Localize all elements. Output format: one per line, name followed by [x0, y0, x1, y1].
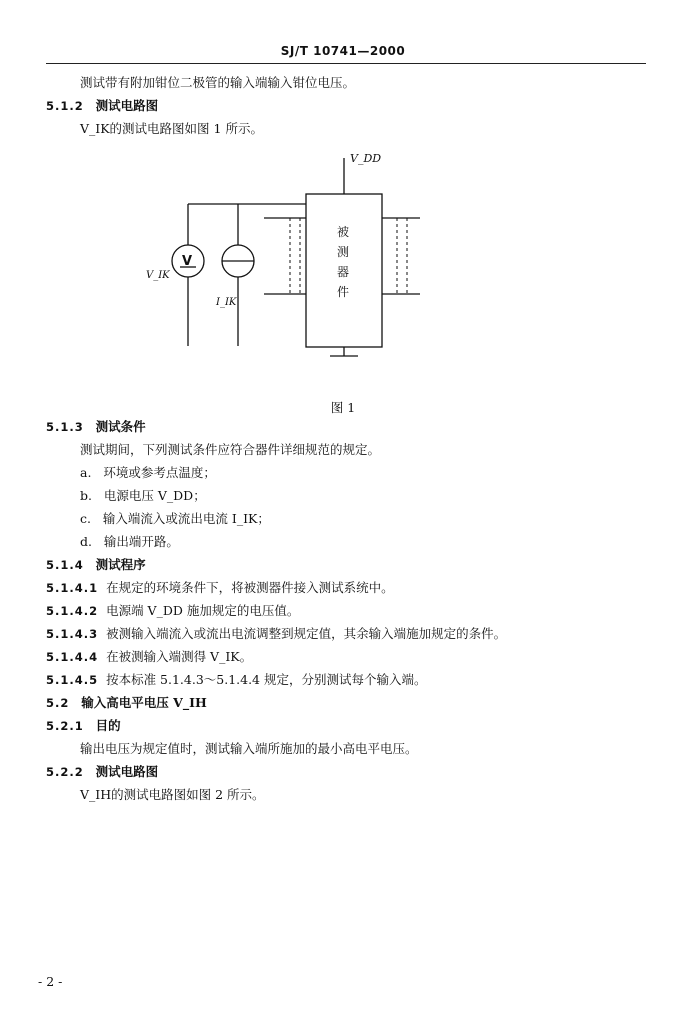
dut-char-2: 测	[337, 245, 350, 259]
item-text: 环境或参考点温度；	[103, 465, 216, 480]
section-title: 测试电路图	[95, 98, 159, 113]
step-number: 5.1.4.2	[46, 604, 99, 618]
procedure-step-3	[46, 625, 506, 643]
condition-item-b	[80, 487, 206, 505]
step-number: 5.1.4.5	[46, 673, 99, 687]
procedure-step-4	[46, 648, 252, 666]
section-title: 测试电路图	[95, 764, 159, 779]
item-mark: b.	[80, 488, 92, 503]
section-5-1-3-heading	[46, 418, 146, 436]
section-number: 5.2	[46, 696, 70, 710]
intro-line: 测试带有附加钳位二极管的输入端输入钳位电压。	[80, 75, 356, 90]
section-title: 目的	[95, 718, 121, 733]
dut-char-4: 件	[337, 285, 350, 299]
step-text: 按本标准 5.1.4.3～5.1.4.4 规定，分别测试每个输入端。	[106, 672, 427, 687]
section-title: 测试条件	[95, 419, 146, 434]
dut-char-3: 器	[337, 265, 350, 279]
procedure-step-1	[46, 579, 394, 597]
procedure-step-5	[46, 671, 427, 689]
figure-1-circuit	[0, 150, 686, 390]
condition-item-d	[80, 533, 179, 551]
step-number: 5.1.4.3	[46, 627, 99, 641]
section-5-1-2-heading	[46, 97, 158, 115]
dut-char-1: 被	[337, 225, 350, 239]
step-number: 5.1.4.1	[46, 581, 99, 595]
step-text: 在被测输入端测得 V_IK。	[106, 649, 253, 664]
item-text: 输入端流入或流出电流 I_IK；	[102, 511, 270, 526]
procedure-step-2	[46, 602, 299, 620]
section-number: 5.2.1	[46, 719, 84, 733]
step-text: 被测输入端流入或流出电流调整到规定值，其余输入端施加规定的条件。	[106, 626, 507, 641]
section-5-1-2-text: V_IK的测试电路图如图 1 所示。	[80, 121, 263, 136]
section-5-1-4-heading	[46, 556, 146, 574]
figure-1-caption: 图 1	[330, 400, 356, 415]
vdd-label: V_DD	[350, 152, 382, 165]
section-5-2-2-text: V_IH的测试电路图如图 2 所示。	[80, 787, 265, 802]
section-number: 5.2.2	[46, 765, 84, 779]
iik-label: I_IK	[216, 297, 237, 308]
item-mark: d.	[80, 534, 92, 549]
section-5-1-3-intro: 测试期间，下列测试条件应符合器件详细规范的规定。	[80, 442, 381, 457]
condition-item-c	[80, 510, 270, 528]
page-number: - 2 -	[38, 974, 63, 989]
section-title: 输入高电平电压 V_IH	[81, 695, 207, 710]
item-text: 电源电压 V_DD；	[103, 488, 206, 503]
item-mark: a.	[80, 465, 92, 480]
header-rule	[46, 63, 646, 64]
step-text: 在规定的环境条件下，将被测器件接入测试系统中。	[106, 580, 394, 595]
section-5-2-heading	[46, 694, 207, 712]
section-number: 5.1.4	[46, 558, 84, 572]
item-text: 输出端开路。	[103, 534, 179, 549]
step-number: 5.1.4.4	[46, 650, 99, 664]
section-number: 5.1.3	[46, 420, 84, 434]
section-5-2-2-heading	[46, 763, 158, 781]
step-text: 电源端 V_DD 施加规定的电压值。	[106, 603, 300, 618]
section-title: 测试程序	[95, 557, 146, 572]
condition-item-a	[80, 464, 216, 482]
section-number: 5.1.2	[46, 99, 84, 113]
item-mark: c.	[80, 511, 91, 526]
vik-label: V_IK	[146, 270, 170, 281]
section-5-2-1-heading	[46, 717, 121, 735]
voltmeter-label: V	[182, 254, 193, 269]
document-id-header: SJ/T 10741—2000	[280, 44, 406, 58]
section-5-2-1-text: 输出电压为规定值时，测试输入端所施加的最小高电平电压。	[80, 741, 418, 756]
